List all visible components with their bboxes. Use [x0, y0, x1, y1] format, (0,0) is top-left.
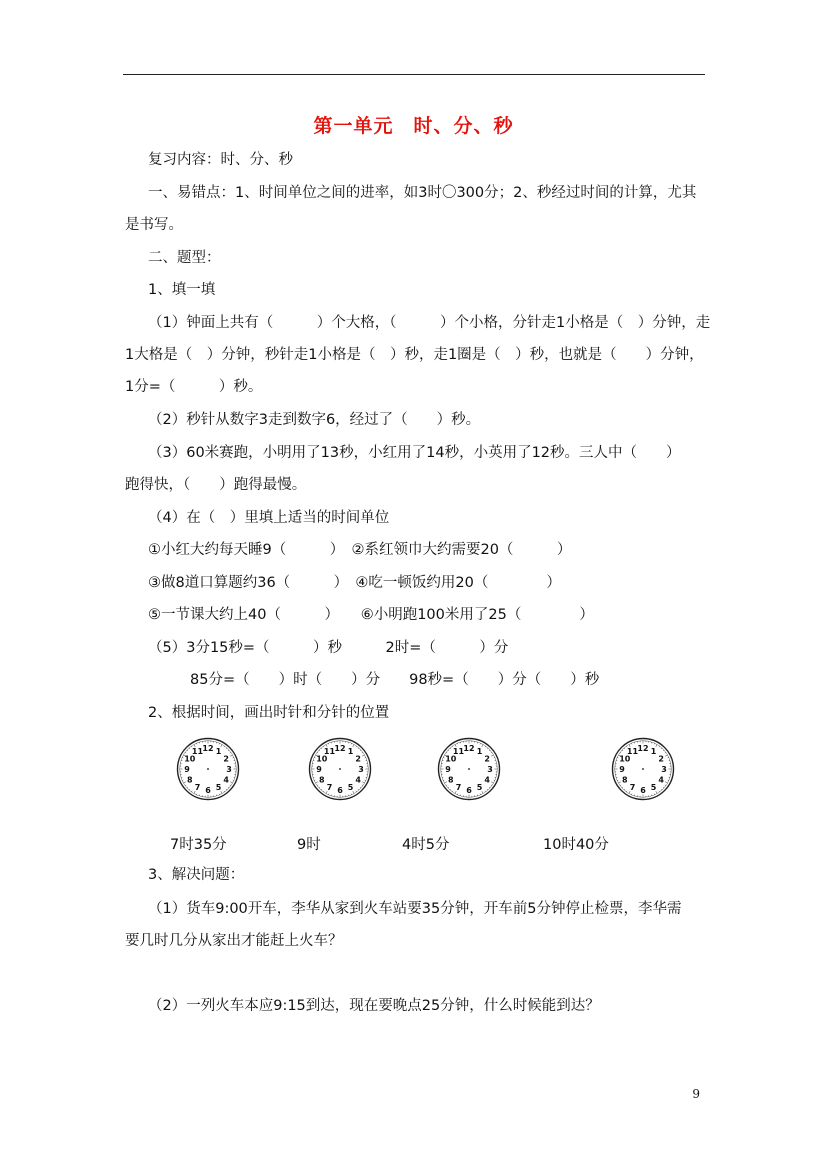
clock-tick: [356, 791, 357, 792]
clock-number: 2: [658, 754, 664, 764]
clock-number: 7: [194, 783, 201, 793]
q2-line: （2）秒针从数字3走到数字6，经过了（ ）秒。: [148, 412, 481, 428]
clock-tick: [360, 750, 361, 751]
clock-tick: [624, 748, 625, 749]
error-points-line: 一、易错点：1、时间单位之间的进率，如3时〇300分；2、秒经过时间的计算，尤其: [148, 185, 697, 201]
clock-number: 12: [202, 744, 214, 753]
clock-tick: [189, 789, 190, 790]
clock-number: 8: [622, 775, 628, 785]
clock-face-svg: [437, 737, 501, 801]
clock-tick: [665, 755, 667, 756]
clock-face-1: [176, 737, 240, 801]
clock-tick: [450, 789, 451, 790]
clock-number: 6: [640, 786, 646, 795]
solve-q2-line: （2）一列火车本应9:15到达，现在要晚点25分钟，什么时候能到达？: [148, 998, 600, 1014]
clock-number: 8: [187, 775, 193, 785]
clock-tick: [443, 757, 444, 758]
clock-tick: [494, 757, 495, 758]
clock-tick: [661, 789, 662, 790]
clock-center-dot: [207, 768, 209, 770]
clock-caption-1: 7时35分: [170, 837, 227, 853]
clock-tick: [659, 791, 660, 792]
q4-items-3: ⑤一节课大约上40（ ） ⑥小明跑100米用了25（ ）: [148, 607, 594, 623]
clock-tick: [319, 787, 320, 788]
clock-number: 6: [466, 786, 472, 795]
clock-tick: [450, 748, 451, 749]
clock-number: 5: [650, 783, 657, 793]
clock-tick: [624, 789, 625, 790]
clock-number: 3: [226, 765, 232, 774]
clock-number: 11: [323, 746, 336, 756]
clock-tick: [321, 748, 322, 749]
clock-tick: [480, 794, 481, 795]
clock-number: 1: [476, 746, 483, 756]
clock-tick: [448, 750, 449, 751]
clock-number: 8: [448, 775, 454, 785]
clock-tick: [489, 787, 490, 788]
clock-tick: [224, 746, 225, 747]
clock-number: 4: [484, 775, 490, 785]
clock-tick: [317, 785, 318, 786]
clock-number: 1: [215, 746, 222, 756]
clock-tick: [328, 794, 329, 795]
clock-tick: [183, 782, 185, 783]
clock-number: 11: [191, 746, 204, 756]
clock-number: 10: [619, 754, 631, 764]
clock-number: 5: [476, 783, 483, 793]
clock-number: 3: [358, 765, 364, 774]
clock-tick: [452, 791, 453, 792]
clock-face-svg: [308, 737, 372, 801]
clock-tick: [654, 743, 655, 744]
clock-number: 4: [223, 775, 229, 785]
clock-number: 7: [629, 783, 636, 793]
clock-tick: [351, 794, 352, 795]
clock-tick: [617, 780, 618, 781]
clock-tick: [489, 750, 490, 751]
clock-tick: [626, 791, 627, 792]
clock-tick: [182, 780, 183, 781]
clock-tick: [365, 757, 366, 758]
q1-line-1: （1）钟面上共有（ ）个大格，（ ）个小格，分针走1小格是（ ）分钟，走: [148, 315, 711, 331]
clock-tick: [620, 785, 621, 786]
clock-number: 10: [184, 754, 196, 764]
q5-line-1: （5）3分15秒=（ ）秒 2时=（ ）分: [148, 640, 509, 656]
clock-tick: [185, 752, 186, 753]
clock-tick: [196, 794, 197, 795]
clock-tick: [189, 748, 190, 749]
clock-tick: [491, 785, 492, 786]
clock-caption-4: 10时40分: [543, 837, 609, 853]
clock-tick: [321, 789, 322, 790]
clock-tick: [620, 752, 621, 753]
clock-tick: [314, 757, 315, 758]
clock-face-svg: [176, 737, 240, 801]
clock-tick: [233, 780, 234, 781]
clock-tick: [665, 782, 667, 783]
clock-tick: [185, 785, 186, 786]
clock-tick: [618, 782, 620, 783]
clock-center-dot: [642, 768, 644, 770]
clock-number: 4: [355, 775, 361, 785]
clock-number: 7: [326, 783, 333, 793]
clock-number: 2: [355, 754, 361, 764]
clock-caption-2: 9时: [297, 837, 321, 853]
question-types-heading: 二、题型：: [148, 250, 221, 266]
clock-tick: [317, 752, 318, 753]
clock-tick: [319, 750, 320, 751]
clock-tick: [365, 780, 366, 781]
clock-tick: [328, 743, 329, 744]
clock-tick: [196, 743, 197, 744]
clock-tick: [457, 743, 458, 744]
clock-tick: [491, 782, 493, 783]
clock-tick: [665, 752, 666, 753]
clock-tick: [491, 755, 493, 756]
clock-number: 10: [445, 754, 457, 764]
clock-tick: [631, 794, 632, 795]
clock-tick: [668, 757, 669, 758]
clock-center-dot: [468, 768, 470, 770]
clock-number: 5: [215, 783, 222, 793]
review-content-line: 复习内容：时、分、秒: [148, 152, 293, 168]
clock-number: 8: [319, 775, 325, 785]
clock-tick: [187, 787, 188, 788]
clock-number: 9: [619, 765, 625, 774]
clock-caption-3: 4时5分: [402, 837, 450, 853]
clock-face-3: [437, 737, 501, 801]
clock-tick: [187, 750, 188, 751]
q3-line-2: 跑得快，（ ）跑得最慢。: [125, 477, 307, 493]
error-points-line-cont: 是书写。: [125, 217, 183, 233]
clock-number: 9: [445, 765, 451, 774]
clock-number: 2: [223, 754, 229, 764]
clock-number: 5: [347, 783, 354, 793]
clock-number: 6: [205, 786, 211, 795]
clock-tick: [182, 757, 183, 758]
clock-tick: [485, 746, 486, 747]
clock-tick: [226, 789, 227, 790]
clock-center-dot: [339, 768, 341, 770]
clock-tick: [480, 743, 481, 744]
clock-face-4: [611, 737, 675, 801]
clock-tick: [362, 782, 364, 783]
clock-tick: [663, 787, 664, 788]
clock-number: 2: [484, 754, 490, 764]
clock-tick: [358, 789, 359, 790]
clock-number: 11: [452, 746, 465, 756]
clock-tick: [362, 752, 363, 753]
clock-tick: [622, 787, 623, 788]
q4-items-2: ③做8道口算题约36（ ） ④吃一顿饭约用20（ ）: [148, 575, 561, 591]
clock-tick: [191, 791, 192, 792]
solve-q1-line-1: （1）货车9:00开车，李华从家到火车站要35分钟，开车前5分钟停止检票，李华需: [148, 901, 682, 917]
clock-number: 11: [626, 746, 639, 756]
clock-number: 10: [316, 754, 328, 764]
clock-tick: [485, 791, 486, 792]
clock-tick: [315, 782, 317, 783]
page-title: 第一单元 时、分、秒: [313, 115, 514, 137]
clock-tick: [444, 782, 446, 783]
clock-tick: [356, 746, 357, 747]
clock-tick: [446, 785, 447, 786]
clock-tick: [448, 787, 449, 788]
clock-tick: [224, 791, 225, 792]
q3-line-1: （3）60米赛跑，小明用了13秒，小红用了14秒，小英用了12秒。三人中（ ）: [148, 445, 681, 461]
q1-line-2: 1大格是（ ）分钟，秒针走1小格是（ ）秒，走1圈是（ ）秒，也就是（ ）分钟，: [125, 347, 704, 363]
clock-tick: [622, 750, 623, 751]
q5-line-2: 85分=（ ）时（ ）分 98秒=（ ）分（ ）秒: [190, 672, 600, 688]
clock-tick: [668, 780, 669, 781]
clock-tick: [362, 755, 364, 756]
clock-face-2: [308, 737, 372, 801]
fill-in-heading: 1、填一填: [148, 282, 216, 298]
clock-tick: [228, 787, 229, 788]
clock-number: 9: [184, 765, 190, 774]
clock-tick: [362, 785, 363, 786]
page-number: 9: [692, 1087, 700, 1101]
clock-tick: [446, 752, 447, 753]
clock-tick: [491, 752, 492, 753]
clock-tick: [659, 746, 660, 747]
clock-tick: [219, 794, 220, 795]
clock-number: 12: [334, 744, 346, 753]
clock-number: 4: [658, 775, 664, 785]
clock-tick: [228, 750, 229, 751]
clock-number: 3: [487, 765, 493, 774]
clock-tick: [661, 748, 662, 749]
clock-number: 9: [316, 765, 322, 774]
solve-heading: 3、解决问题：: [148, 867, 245, 883]
clock-tick: [323, 791, 324, 792]
clock-tick: [233, 757, 234, 758]
clock-tick: [351, 743, 352, 744]
draw-clock-heading: 2、根据时间，画出时针和分针的位置: [148, 705, 390, 721]
clock-number: 12: [637, 744, 649, 753]
clock-tick: [443, 780, 444, 781]
clock-number: 1: [347, 746, 354, 756]
clock-tick: [663, 750, 664, 751]
clock-tick: [230, 785, 231, 786]
clock-tick: [457, 794, 458, 795]
clock-tick: [219, 743, 220, 744]
clock-number: 6: [337, 786, 343, 795]
clock-tick: [358, 748, 359, 749]
clock-tick: [487, 789, 488, 790]
clock-number: 7: [455, 783, 462, 793]
clock-tick: [617, 757, 618, 758]
clock-tick: [487, 748, 488, 749]
q1-line-3: 1分=（ ）秒。: [125, 379, 263, 395]
clock-face-svg: [611, 737, 675, 801]
solve-q1-line-2: 要几时几分从家出才能赶上火车？: [125, 933, 343, 949]
clock-tick: [360, 787, 361, 788]
clock-tick: [654, 794, 655, 795]
clock-number: 3: [661, 765, 667, 774]
clock-number: 1: [650, 746, 657, 756]
header-rule: [123, 74, 705, 75]
clock-number: 12: [463, 744, 475, 753]
clock-tick: [665, 785, 666, 786]
clock-tick: [494, 780, 495, 781]
clock-tick: [631, 743, 632, 744]
clock-tick: [230, 755, 232, 756]
clock-tick: [230, 752, 231, 753]
q4-items-1: ①小红大约每天睡9（ ） ②系红领巾大约需要20（ ）: [148, 542, 572, 558]
clock-tick: [314, 780, 315, 781]
clock-tick: [230, 782, 232, 783]
clock-tick: [226, 748, 227, 749]
q4-heading: （4）在（ ）里填上适当的时间单位: [148, 510, 390, 526]
